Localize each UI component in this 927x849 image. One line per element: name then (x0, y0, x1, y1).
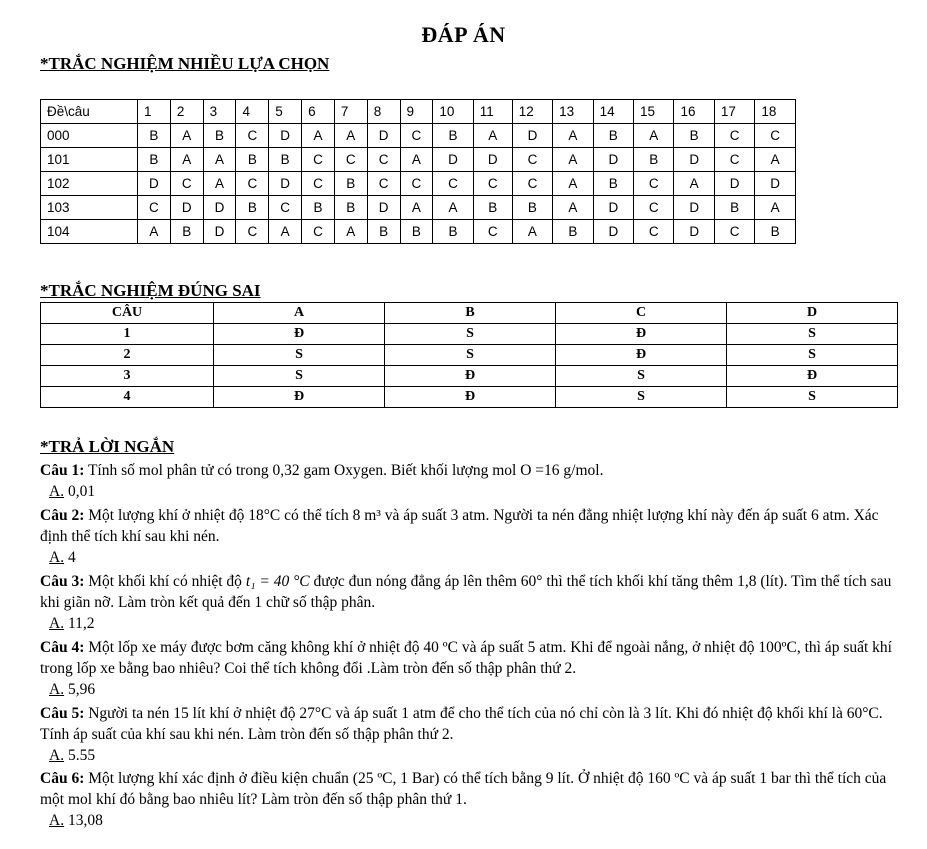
mc-table-cell: C (334, 148, 367, 172)
mc-table-cell: C (302, 172, 335, 196)
tf-table-cell: 3 (41, 366, 214, 387)
mc-table-cell: A (334, 220, 367, 244)
mc-table-cell: A (203, 148, 236, 172)
mc-table-cell: C (714, 124, 754, 148)
tf-table-header-cell: CÂU (41, 303, 214, 324)
mc-table-cell: D (714, 172, 754, 196)
question-label: Câu 2: (40, 507, 85, 524)
mc-table-cell: D (473, 148, 512, 172)
tf-table-row (41, 366, 898, 387)
tf-table-cell: Đ (385, 387, 556, 408)
question-3 (40, 571, 902, 634)
mc-table-row (41, 220, 796, 244)
mc-table-cell: D (269, 172, 302, 196)
tf-table-row (41, 345, 898, 366)
tf-table-cell: Đ (214, 387, 385, 408)
tf-table-header-row (41, 303, 898, 324)
mc-table-cell: A (138, 220, 171, 244)
answer-label: A. (49, 483, 65, 500)
mc-table-cell: B (433, 124, 473, 148)
mc-table-row (41, 172, 796, 196)
question-6 (40, 768, 902, 831)
mc-table-cell: A (269, 220, 302, 244)
mc-table-header-cell: 8 (367, 100, 400, 124)
mc-table-header-cell: 18 (755, 100, 796, 124)
answer-value: 13,08 (67, 812, 103, 829)
tf-table-header-cell: B (385, 303, 556, 324)
question-1 (40, 460, 902, 502)
mc-table-cell: A (400, 196, 433, 220)
mc-table-cell: C (714, 220, 754, 244)
mc-table-header-cell: 5 (269, 100, 302, 124)
mc-table-cell: C (634, 196, 674, 220)
mc-table-header-cell: 13 (553, 100, 593, 124)
mc-table-cell: B (593, 172, 633, 196)
mc-table-header-cell: 11 (473, 100, 512, 124)
mc-table-cell: A (634, 124, 674, 148)
mc-table-cell: B (138, 124, 171, 148)
mc-table-cell: A (433, 196, 473, 220)
mc-table-cell: C (512, 172, 552, 196)
question-label: Câu 4: (40, 639, 85, 656)
mc-table-cell: C (634, 172, 674, 196)
mc-table-cell: C (473, 172, 512, 196)
section-multiple-choice-heading: *TRẮC NGHIỆM NHIỀU LỰA CHỌN (40, 54, 330, 73)
mc-table-cell: A (553, 124, 593, 148)
mc-table-cell: C (473, 220, 512, 244)
mc-table-header-cell: 4 (236, 100, 269, 124)
mc-table-cell: C (367, 172, 400, 196)
answer-label: A. (49, 747, 65, 764)
mc-table-cell: C (400, 172, 433, 196)
mc-table-cell: A (302, 124, 335, 148)
question-formula: t₁ = 40 °C (245, 573, 310, 590)
mc-table-cell: A (512, 220, 552, 244)
tf-table-cell: S (727, 345, 898, 366)
mc-table-cell: C (236, 124, 269, 148)
mc-table-cell: B (236, 196, 269, 220)
mc-table-cell: C (714, 148, 754, 172)
mc-table-cell: A (553, 172, 593, 196)
tf-table-cell: Đ (556, 345, 727, 366)
answer-label: A. (49, 549, 65, 566)
question-label: Câu 3: (40, 573, 85, 590)
tf-table-cell: Đ (727, 366, 898, 387)
mc-table-cell: A (553, 196, 593, 220)
mc-table-cell: 103 (41, 196, 138, 220)
true-false-answer-table (40, 302, 898, 408)
mc-table-header-cell: 1 (138, 100, 171, 124)
question-text: được đun nóng đẳng áp lên thêm 60° thì thể tích khối khí tăng thêm 1,8 (lít). Tìm thể tích sau khi giãn nỡ. Làm tròn kết quả đến 1 chữ số thập phân. (40, 573, 892, 611)
mc-table-header-cell: 14 (593, 100, 633, 124)
tf-table-cell: S (556, 387, 727, 408)
tf-table-cell: Đ (214, 324, 385, 345)
mc-table-cell: B (170, 220, 203, 244)
mc-table-cell: A (170, 124, 203, 148)
mc-table-header-cell: 7 (334, 100, 367, 124)
mc-table-cell: B (634, 148, 674, 172)
mc-table-cell: D (593, 148, 633, 172)
mc-table-header-cell: 15 (634, 100, 674, 124)
answer-value: 5.55 (67, 747, 96, 764)
mc-table-cell: 102 (41, 172, 138, 196)
mc-table-header-cell: 9 (400, 100, 433, 124)
mc-table-cell: B (553, 220, 593, 244)
mc-table-cell: 101 (41, 148, 138, 172)
mc-table-cell: C (367, 148, 400, 172)
tf-table-cell: S (727, 387, 898, 408)
mc-table-cell: D (367, 124, 400, 148)
mc-table-header-cell: 16 (674, 100, 714, 124)
mc-table-header-cell: 17 (714, 100, 754, 124)
mc-table-cell: A (755, 196, 796, 220)
mc-table-row (41, 196, 796, 220)
answer-value: 5,96 (67, 681, 96, 698)
mc-table-cell: B (755, 220, 796, 244)
mc-table-cell: B (400, 220, 433, 244)
mc-table-cell: D (269, 124, 302, 148)
mc-table-cell: C (269, 196, 302, 220)
mc-table-cell: B (433, 220, 473, 244)
answer-value: 4 (67, 549, 76, 566)
section-true-false-heading: *TRẮC NGHIỆM ĐÚNG SAI (40, 281, 261, 300)
question-2 (40, 505, 902, 568)
mc-table-cell: C (433, 172, 473, 196)
mc-table-cell: B (203, 124, 236, 148)
mc-table-cell: 000 (41, 124, 138, 148)
mc-table-header-row (41, 100, 796, 124)
question-4 (40, 637, 902, 700)
mc-table-cell: D (367, 196, 400, 220)
mc-table-cell: B (302, 196, 335, 220)
question-label: Câu 6: (40, 770, 85, 787)
mc-table-header-cell: 12 (512, 100, 552, 124)
mc-table-cell: D (674, 220, 714, 244)
tf-table-header-cell: D (727, 303, 898, 324)
mc-table-header-cell: 3 (203, 100, 236, 124)
question-text: Một khối khí có nhiệt độ (88, 573, 246, 590)
mc-table-cell: A (170, 148, 203, 172)
mc-table-cell: D (203, 220, 236, 244)
mc-table-cell: A (400, 148, 433, 172)
mc-table-cell: A (473, 124, 512, 148)
mc-table-cell: D (203, 196, 236, 220)
mc-table-cell: C (512, 148, 552, 172)
tf-table-header-cell: C (556, 303, 727, 324)
mc-table-cell: C (755, 124, 796, 148)
tf-table-cell: Đ (556, 324, 727, 345)
answer-label: A. (49, 812, 65, 829)
question-label: Câu 1: (40, 462, 85, 479)
answer-label: A. (49, 681, 65, 698)
mc-table-row (41, 124, 796, 148)
mc-table-cell: D (138, 172, 171, 196)
tf-table-cell: 2 (41, 345, 214, 366)
mc-table-cell: D (593, 220, 633, 244)
mc-table-cell: A (674, 172, 714, 196)
mc-table-cell: B (269, 148, 302, 172)
mc-table-cell: A (755, 148, 796, 172)
mc-table-cell: B (334, 196, 367, 220)
mc-table-cell: B (138, 148, 171, 172)
tf-table-cell: Đ (385, 366, 556, 387)
tf-table-cell: S (385, 345, 556, 366)
mc-table-cell: A (334, 124, 367, 148)
mc-table-cell: D (674, 196, 714, 220)
tf-table-cell: S (385, 324, 556, 345)
mc-table-header-cell: 2 (170, 100, 203, 124)
mc-table-cell: C (302, 220, 335, 244)
mc-table-cell: D (512, 124, 552, 148)
mc-table-cell: B (236, 148, 269, 172)
mc-table-cell: B (714, 196, 754, 220)
question-text: Người ta nén 15 lít khí ở nhiệt độ 27°C và áp suất 1 atm để cho thể tích của nó chỉ còn là 3 lít. Khi đó nhiệt độ khối khí là 60°C. Tính áp suất của khí sau khi nén. Làm tròn đến số thập phân thứ 2. (40, 705, 883, 743)
mc-table-cell: C (236, 220, 269, 244)
question-5 (40, 703, 902, 766)
tf-table-cell: 4 (41, 387, 214, 408)
mc-table-cell: D (755, 172, 796, 196)
tf-table-cell: S (556, 366, 727, 387)
page-title: ĐÁP ÁN (421, 22, 506, 47)
tf-table-header-cell: A (214, 303, 385, 324)
tf-table-cell: S (214, 345, 385, 366)
mc-table-row (41, 148, 796, 172)
mc-table-cell: A (203, 172, 236, 196)
mc-table-cell: C (400, 124, 433, 148)
mc-table-cell: B (512, 196, 552, 220)
mc-table-header-cell: 6 (302, 100, 335, 124)
mc-table-cell: B (473, 196, 512, 220)
multiple-choice-answer-table (40, 99, 796, 244)
mc-table-cell: B (593, 124, 633, 148)
question-text: Một lượng khí xác định ở điều kiện chuẩn (25 ºC, 1 Bar) có thể tích bằng 9 lít. Ở nhiệt độ 160 ºC và áp suất 1 bar thì thể tích của một mol khí đó bằng bao nhiêu lít? Làm tròn đến số thập phân thứ 1. (40, 770, 887, 808)
mc-table-cell: D (433, 148, 473, 172)
mc-table-cell: 104 (41, 220, 138, 244)
mc-table-cell: C (302, 148, 335, 172)
mc-table-cell: A (553, 148, 593, 172)
answer-value: 0,01 (67, 483, 96, 500)
mc-table-cell: B (334, 172, 367, 196)
mc-table-cell: B (674, 124, 714, 148)
tf-table-cell: 1 (41, 324, 214, 345)
mc-table-cell: C (634, 220, 674, 244)
question-label: Câu 5: (40, 705, 85, 722)
mc-table-header-cell: Đề\câu (41, 100, 138, 124)
answer-value: 11,2 (67, 615, 95, 632)
answer-label: A. (49, 615, 65, 632)
tf-table-row (41, 387, 898, 408)
question-text: Một lốp xe máy được bơm căng không khí ở nhiệt độ 40 ºC và áp suất 5 atm. Khi để ngoài nắng, ở nhiệt độ 100ºC, thì áp suất khí trong lốp xe bằng bao nhiêu? Coi thể tích không đổi .Làm tròn đến số thập phân thứ 2. (40, 639, 892, 677)
tf-table-cell: S (727, 324, 898, 345)
tf-table-row (41, 324, 898, 345)
mc-table-cell: C (170, 172, 203, 196)
mc-table-header-cell: 10 (433, 100, 473, 124)
question-text: Tính số mol phân tử có trong 0,32 gam Oxygen. Biết khối lượng mol O =16 g/mol. (87, 462, 604, 479)
mc-table-cell: C (236, 172, 269, 196)
mc-table-cell: D (674, 148, 714, 172)
mc-table-cell: D (170, 196, 203, 220)
mc-table-cell: B (367, 220, 400, 244)
tf-table-cell: S (214, 366, 385, 387)
mc-table-cell: D (593, 196, 633, 220)
question-text: Một lượng khí ở nhiệt độ 18°C có thể tích 8 m³ và áp suất 3 atm. Người ta nén đẳng nhiệt lượng khí này đến áp suất 6 atm. Xác định thể tích khí sau khi nén. (40, 507, 879, 545)
section-short-answer-heading: *TRẢ LỜI NGẮN (40, 437, 175, 456)
mc-table-cell: C (138, 196, 171, 220)
